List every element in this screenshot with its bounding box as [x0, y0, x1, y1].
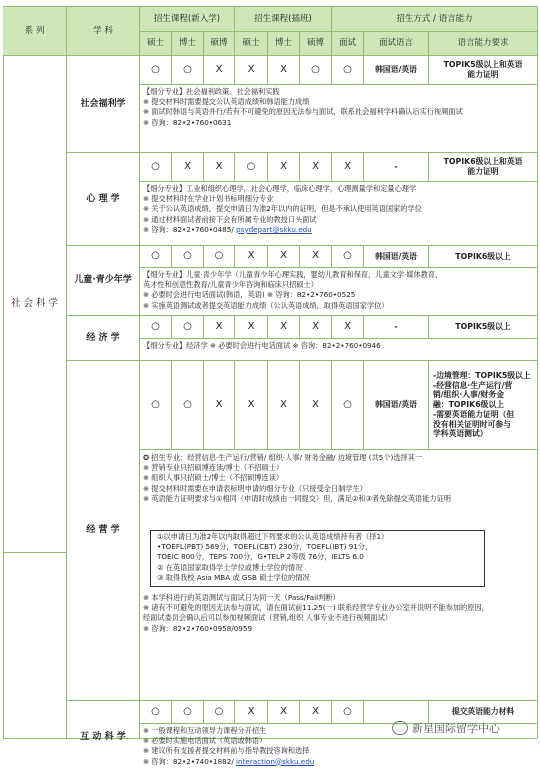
- grid-line: [140, 31, 537, 32]
- header-dept: 系 列: [3, 7, 66, 55]
- interview-language: 韩国语/英语: [375, 400, 417, 410]
- header-sub-tr-1: 硕士: [235, 32, 267, 55]
- interview-language: -: [394, 162, 398, 172]
- major-notes-bottom: ※ 本学科进行的英语测试与面试日为同一天（Pass/Fail判断） ※ 诸有不可避免的原因无法参与面试，请在面试前11.25(一) 联系经营学专业办公室并说明不能参加的原因， 经面试委员会确认后可以参加视频面试（营销,组织 人事专业不进行视频面试） ※ 咨询：82•2•760•0958/0959: [143, 593, 489, 633]
- mark-cell: ○: [183, 63, 192, 75]
- header-sub-new-1: 硕士: [140, 32, 171, 55]
- header-sub-new-2: 博士: [172, 32, 203, 55]
- header-method: 招生方式 / 语言能力: [332, 7, 537, 31]
- mark-cell: ○: [151, 250, 160, 262]
- mark-cell: X: [247, 320, 255, 332]
- watermark-text: 新星国际留学中心: [412, 722, 500, 735]
- interview-language: -: [394, 322, 398, 332]
- major-name: 儿童·青少年学: [74, 275, 132, 286]
- mark-cell: ○: [343, 250, 352, 262]
- watermark: [392, 720, 500, 736]
- grid-line: [363, 31, 364, 55]
- mark-cell: X: [184, 160, 191, 172]
- mark-cell: X: [280, 160, 287, 172]
- grid-line: [3, 552, 67, 553]
- notes-text: ※ 一般课程和互动领导力课程分开招生 ※ 必要时实施电话面试（英语或韩语） ※ 建议所有支援者提交材料前与指导教授咨询和选择 ※ 咨询：82•2•740•1882/: [143, 726, 310, 766]
- mark-cell: ○: [183, 398, 192, 410]
- grid-line: [139, 449, 537, 450]
- major-name: 心 理 学: [86, 193, 120, 204]
- mark-cell: X: [280, 250, 287, 262]
- grid-line: [139, 267, 537, 268]
- mark-cell: X: [312, 250, 319, 262]
- notes-text: 【细分专业】经济学 ※ 必要时会进行电话面试 ※ 咨询：82•2•760•0946: [143, 341, 381, 350]
- grid-line: [66, 6, 67, 55]
- grid-line: [139, 6, 140, 55]
- mark-cell: X: [215, 160, 223, 172]
- major-notes: [143, 184, 535, 235]
- major-notes-top: ✪ 招生专业：经营信息·生产运行/营销/ 组织·人事/ 财务金融/ 边境管理 (共5个)选择其一 ※ 营销专业只招硕博连读/博士（不招硕士） ※ 组织人事只招硕士/博士（不招硕博连读） ※ 提交材料时需要在申请表标明申请的细分专业（只接受全日制学生） ※ 英语能力证明要求与①相同（申请时成绩由一同提交）但，满足②和③者免除提交英语能力证明: [143, 453, 451, 503]
- mark-cell: X: [312, 398, 319, 410]
- contact-email-link[interactable]: psydepart@skku.edu: [236, 224, 312, 234]
- grid-line: [3, 6, 537, 7]
- header-sub-tr-2: 博士: [268, 32, 299, 55]
- header-new: 招生课程(新入学): [140, 7, 234, 31]
- mark-cell: X: [312, 705, 319, 717]
- header-sub-new-3: 硕博: [204, 32, 234, 55]
- mark-cell: X: [280, 398, 287, 410]
- header-sub-lang: 面试语言: [364, 32, 428, 55]
- major-notes: [143, 270, 535, 311]
- mark-cell: X: [344, 320, 351, 332]
- mark-cell: X: [247, 705, 255, 717]
- mark-cell: X: [344, 160, 351, 172]
- header-sub-tr-3: 硕博: [300, 32, 331, 55]
- major-notes: [143, 341, 535, 351]
- interview-language: 韩国语/英语: [375, 65, 417, 75]
- mark-cell: ○: [343, 705, 352, 717]
- mark-cell: ○: [311, 63, 320, 75]
- header-sub-req: 语言能力要求: [429, 32, 537, 55]
- header-sub-interview: 面试: [332, 32, 363, 55]
- grid-line: [234, 6, 235, 55]
- mark-cell: X: [215, 63, 223, 75]
- notes-text: 【细分专业】儿童·青少年学（儿童青少年心理实践，婴幼儿教育和保育，儿童文学·媒体教育， 英才性和创意性教育/儿童青少年咨询和临床只招硕士） ※ 必要时会进行电话面试(韩语，英语) ※ 咨询：82•2•760•0525 ※ 实施英语测试或者提交英语能力成绩（公认英语成绩，取得英语国家学位）: [143, 270, 443, 310]
- language-requirement: TOPIK6级以上和英语 能力证明: [443, 157, 523, 176]
- mark-cell: ○: [214, 250, 224, 262]
- grid-line: [171, 31, 172, 55]
- mark-cell: ○: [151, 63, 160, 75]
- contact-email-link[interactable]: interaction@skku.edu: [236, 756, 315, 766]
- mark-cell: ○: [151, 160, 160, 172]
- language-requirement: 提交英语能力材料: [451, 707, 515, 717]
- mark-cell: X: [280, 320, 287, 332]
- grid-line: [428, 31, 429, 55]
- mark-cell: X: [247, 398, 255, 410]
- mark-cell: X: [215, 398, 223, 410]
- mark-cell: X: [247, 63, 255, 75]
- mark-cell: X: [312, 160, 319, 172]
- grid-line: [537, 55, 538, 738]
- mark-cell: X: [280, 63, 287, 75]
- notes-text: 【细分专业】社会福利政策、社会福利实践 ※ 提交材料时需要提交公认英语成绩和韩语能力成绩 ※ 面试时韩语与英语并行/若有不可避免的原因无法参与面试，联系社会福利学科确认后实行视频面试 ※ 咨询：82•2•760•0631: [143, 87, 463, 127]
- grid-line: [139, 181, 537, 182]
- mark-cell: ○: [214, 705, 224, 717]
- mark-cell: ○: [183, 250, 192, 262]
- mark-cell: X: [312, 320, 319, 332]
- wechat-icon: [392, 721, 408, 735]
- grid-line: [299, 31, 300, 55]
- notes-text: 【细分专业】工业和组织心理学，社会心理学，临床心理学，心理测量学和定量心理学 ※ 提交材料时在学业计划书标明细分专业 ※ 关于公认英语成绩，提交申请日为准2年以内的证明，但是不承认使用英语国家的学位 ※ 通过材料面试者前接下会有所属专业的教授口头面试 ※ 咨询：82•2•760•0485/: [143, 184, 422, 234]
- mark-cell: ○: [246, 160, 256, 172]
- language-requirement: TOPIK6级以上: [455, 251, 511, 261]
- major-name: 经 营 学: [86, 525, 120, 536]
- interview-language: 韩国语/英语: [375, 251, 417, 261]
- mark-cell: ○: [343, 398, 352, 410]
- header-transfer: 招生课程(插班): [235, 7, 331, 31]
- grid-line: [139, 338, 537, 339]
- mark-cell: ○: [151, 705, 160, 717]
- mark-cell: ○: [183, 705, 192, 717]
- mark-cell: X: [215, 320, 223, 332]
- grid-line: [331, 6, 332, 55]
- mark-cell: ○: [151, 320, 160, 332]
- grid-line: [139, 84, 537, 85]
- major-notes: [143, 87, 535, 128]
- language-requirement: -边境管理：TOPIK5级以上 -经营信息·生产运行/营 销/组织·人事/财务金 融：TOPIK6级以上 -需要英语能力证明（但 没有相关证明时可参与 学科英语测试）: [433, 370, 531, 439]
- major-name: 社会福利学: [80, 98, 126, 109]
- grid-line: [267, 31, 268, 55]
- english-score-box: ①以申请日为准2年以内取得超过下列要求的公认英语成绩持有者（择1） •TOEFL(PBT) 569分，TOEFL(CBT) 230分，TOEFL(IBT) 91分， TOEIC 800分，TEPS 700分，G•TELP 2等级 76分，IELTS 6.0 ② 在英语国家取得学士学位或博士学位的情况 ③ 取得我校 Asia MBA 或 GSB 硕士学位的情况: [150, 530, 485, 587]
- language-requirement: TOPIK5级以上: [455, 322, 511, 332]
- major-name: 互 动 科 学: [80, 731, 126, 742]
- mark-cell: X: [247, 250, 255, 262]
- dept-name: 社 会 科 学: [10, 298, 59, 310]
- grid-line: [203, 31, 204, 55]
- grid-line: [3, 55, 4, 738]
- mark-cell: X: [280, 705, 287, 717]
- mark-cell: ○: [183, 320, 192, 332]
- header-major: 学 科: [67, 7, 139, 55]
- mark-cell: ○: [151, 398, 160, 410]
- major-name: 经 济 学: [86, 332, 120, 343]
- language-requirement: TOPIK5级以上和英语 能力证明: [443, 60, 523, 79]
- mark-cell: ○: [343, 63, 352, 75]
- grid-line: [537, 6, 538, 55]
